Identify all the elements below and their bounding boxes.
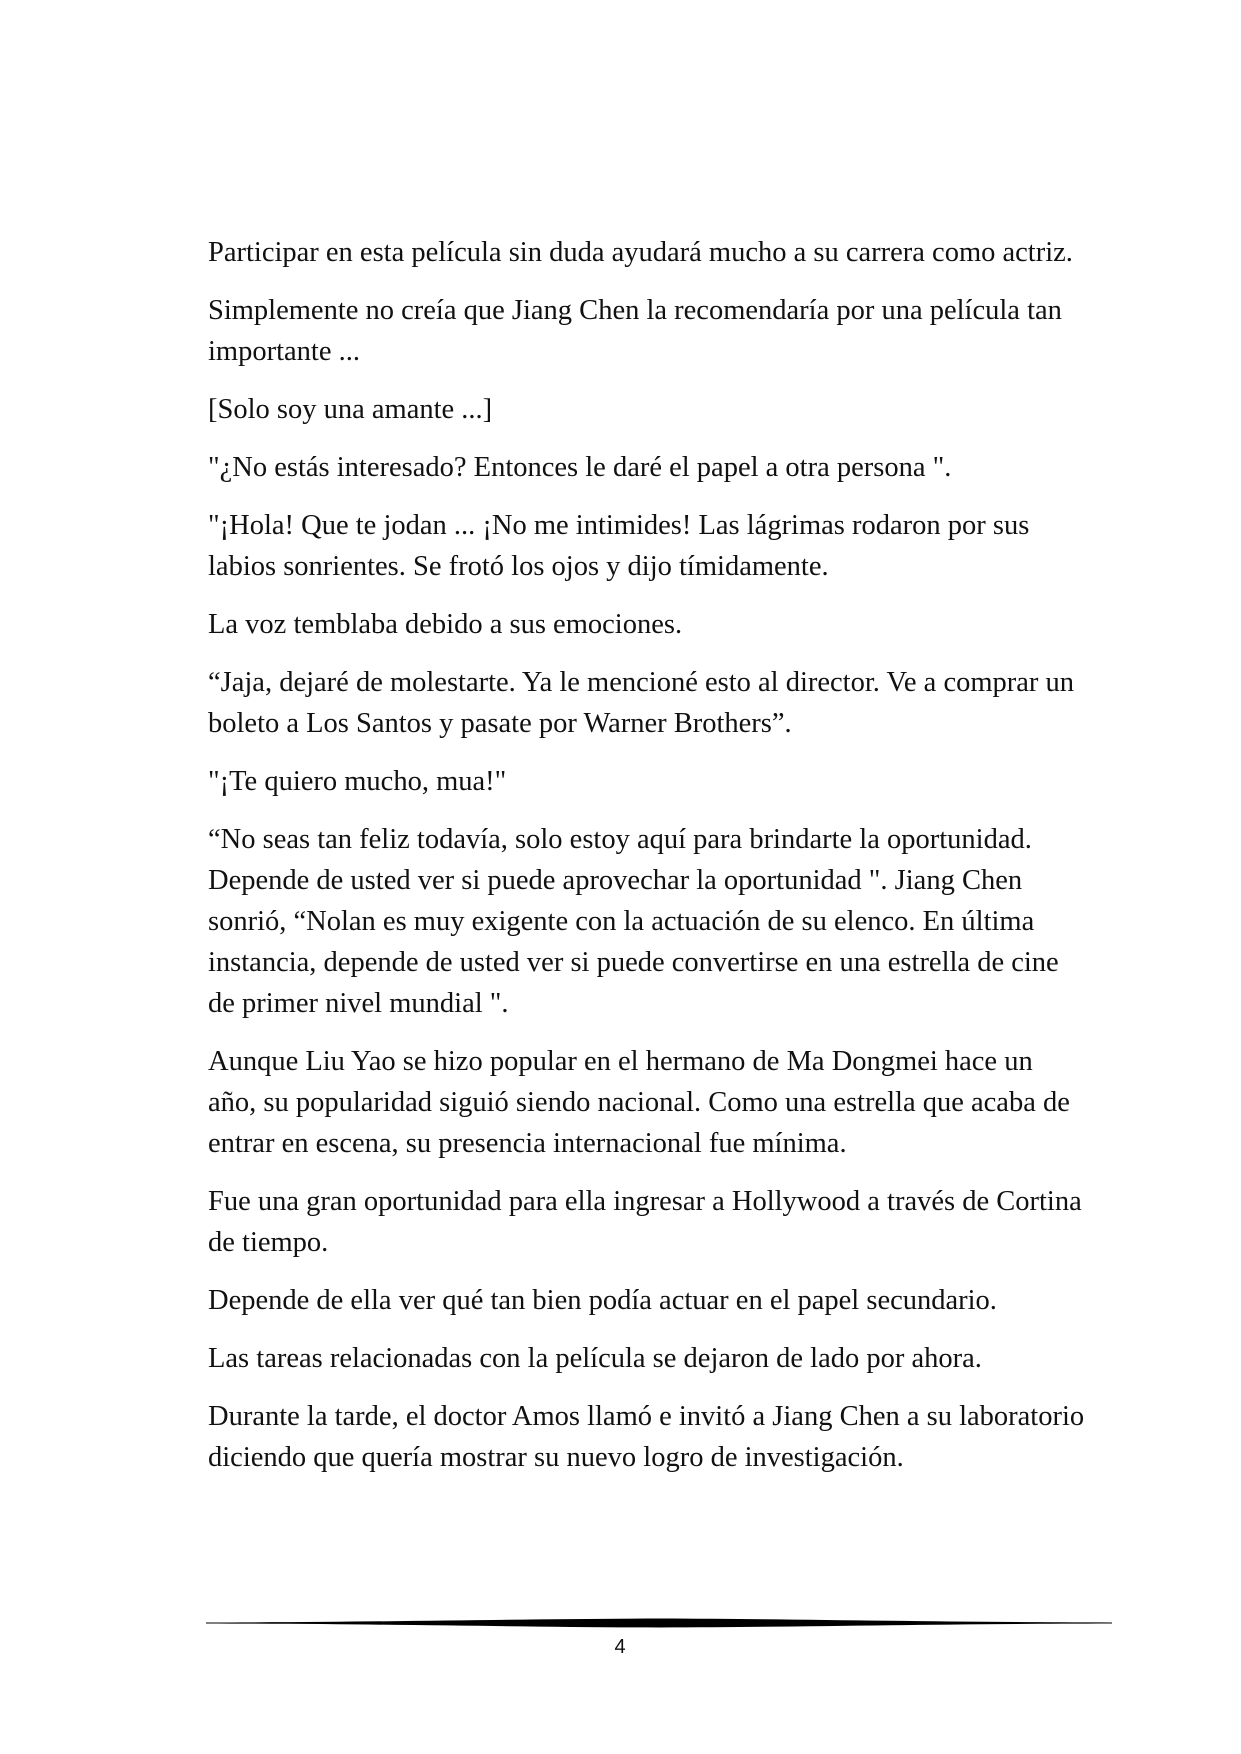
- paragraph-8: "¡Te quiero mucho, mua!": [208, 766, 507, 797]
- body-text: [208, 232, 1088, 1495]
- paragraph-6: La voz temblaba debido a sus emociones.: [208, 609, 683, 640]
- paragraph-11: Fue una gran oportunidad para ella ingresar a Hollywood a través de Cortina de tiempo.: [208, 1186, 1082, 1258]
- paragraph-1: Participar en esta película sin duda ayudará mucho a su carrera como actriz.: [208, 237, 1073, 268]
- paragraph-7: “Jaja, dejaré de molestarte. Ya le mencioné esto al director. Ve a comprar un boleto a Los Santos y pasate por Warner Brothers”.: [208, 667, 1075, 739]
- paragraph-13: Las tareas relacionadas con la película se dejaron de lado por ahora.: [208, 1343, 982, 1374]
- paragraph-9: “No seas tan feliz todavía, solo estoy aquí para brindarte la oportunidad. Depende de usted ver si puede aprovechar la oportunidad ". Jiang Chen sonrió, “Nolan es muy exigente con la actuación de su elenco. En última instancia, depende de usted ver si puede convertirse en una estrella de cine de primer nivel mundial ".: [208, 824, 1059, 1019]
- paragraph-14: Durante la tarde, el doctor Amos llamó e invitó a Jiang Chen a su laboratorio diciendo que quería mostrar su nuevo logro de investigación.: [208, 1401, 1085, 1473]
- paragraph-5: "¡Hola! Que te jodan ... ¡No me intimides! Las lágrimas rodaron por sus labios sonrientes. Se frotó los ojos y dijo tímidamente.: [208, 510, 1030, 582]
- paragraph-4: "¿No estás interesado? Entonces le daré el papel a otra persona ".: [208, 452, 952, 483]
- paragraph-10: Aunque Liu Yao se hizo popular en el hermano de Ma Dongmei hace un año, su popularidad siguió siendo nacional. Como una estrella que acaba de entrar en escena, su presencia internacional fue mínima.: [208, 1046, 1070, 1159]
- paragraph-2: Simplemente no creía que Jiang Chen la recomendaría por una película tan importante ...: [208, 295, 1062, 367]
- footer-divider: [206, 1616, 1112, 1630]
- paragraph-3: [Solo soy una amante ...]: [208, 394, 493, 425]
- page-number: 4: [614, 1636, 626, 1658]
- paragraph-12: Depende de ella ver qué tan bien podía actuar en el papel secundario.: [208, 1285, 997, 1316]
